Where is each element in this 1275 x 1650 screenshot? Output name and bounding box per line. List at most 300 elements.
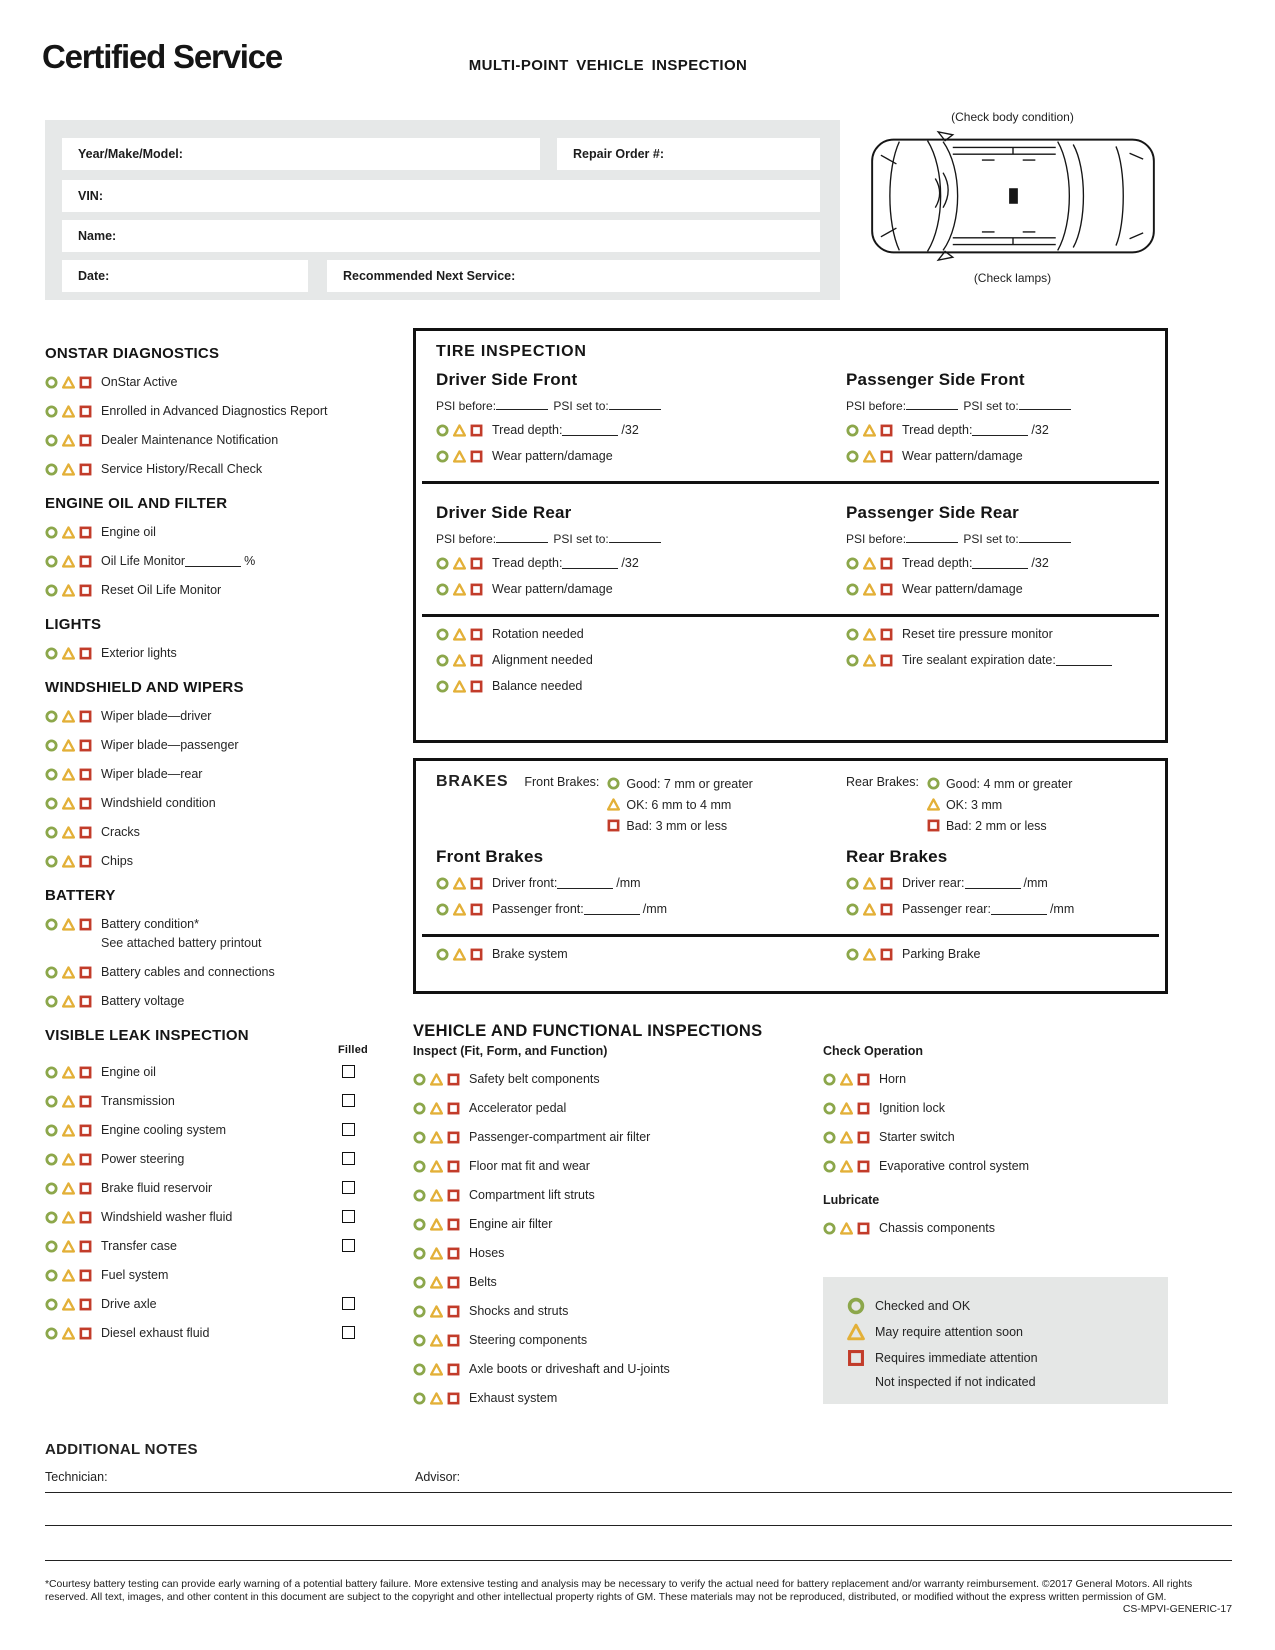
good-circle-icon[interactable] <box>846 450 859 463</box>
good-circle-icon[interactable] <box>45 434 58 447</box>
bad-square-icon[interactable] <box>447 1131 460 1144</box>
good-circle-icon[interactable] <box>413 1160 426 1173</box>
good-circle-icon[interactable] <box>846 903 859 916</box>
inspection-row <box>436 679 846 693</box>
bad-square-icon[interactable] <box>79 739 92 752</box>
row-label: Tire sealant expiration date: <box>902 653 1056 667</box>
caution-triangle-icon[interactable] <box>62 918 75 931</box>
bad-square-icon[interactable] <box>79 768 92 781</box>
good-circle-icon[interactable] <box>413 1102 426 1115</box>
year-make-model-field[interactable]: Year/Make/Model: <box>62 138 540 170</box>
name-field[interactable]: Name: <box>62 220 820 252</box>
front-brakes-rows <box>436 876 846 916</box>
good-circle-icon[interactable] <box>436 557 449 570</box>
bad-square-icon[interactable] <box>79 584 92 597</box>
row-label: Oil Life Monitor <box>101 554 186 568</box>
caution-triangle-icon[interactable] <box>840 1073 853 1086</box>
caution-triangle-icon[interactable] <box>62 826 75 839</box>
bad-square-icon[interactable] <box>857 1160 870 1173</box>
caution-triangle-icon[interactable] <box>863 628 876 641</box>
front-brakes-column <box>436 838 846 928</box>
caution-triangle-icon[interactable] <box>62 376 75 389</box>
good-circle-icon[interactable] <box>436 424 449 437</box>
psi-before-line[interactable] <box>906 532 958 543</box>
good-circle-icon[interactable] <box>45 739 58 752</box>
inspection-row <box>45 1326 410 1340</box>
bad-square-icon[interactable] <box>880 628 893 641</box>
caution-triangle-icon[interactable] <box>62 1095 75 1108</box>
row-suffix: /mm <box>616 876 641 890</box>
row-label: Steering components <box>469 1333 588 1347</box>
good-circle-icon[interactable] <box>45 826 58 839</box>
bad-square-icon[interactable] <box>880 424 893 437</box>
bad-square-icon[interactable] <box>470 628 483 641</box>
good-circle-icon[interactable] <box>413 1218 426 1231</box>
caution-triangle-icon[interactable] <box>62 463 75 476</box>
inspection-row <box>45 554 410 568</box>
good-circle-icon[interactable] <box>436 948 449 961</box>
good-circle-icon[interactable] <box>846 654 859 667</box>
legend-good-row <box>607 773 752 794</box>
caution-triangle-icon[interactable] <box>62 768 75 781</box>
bad-square-icon[interactable] <box>470 680 483 693</box>
row-label: Wiper blade—passenger <box>101 738 239 752</box>
good-circle-icon[interactable] <box>45 376 58 389</box>
bad-square-icon[interactable] <box>79 1182 92 1195</box>
caution-triangle-icon[interactable] <box>62 855 75 868</box>
caution-triangle-icon[interactable] <box>453 424 466 437</box>
caution-triangle-icon[interactable] <box>430 1363 443 1376</box>
bad-square-icon[interactable] <box>79 1211 92 1224</box>
write-in-line[interactable] <box>972 558 1028 569</box>
psi-before-line[interactable] <box>496 399 548 410</box>
good-circle-icon[interactable] <box>45 1095 58 1108</box>
good-circle-icon[interactable] <box>45 1182 58 1195</box>
legend-bad-text: Bad: 2 mm or less <box>945 818 1047 833</box>
row-label: Wiper blade—rear <box>101 767 203 781</box>
good-circle-icon[interactable] <box>45 918 58 931</box>
good-circle-icon[interactable] <box>413 1276 426 1289</box>
psi-set-line[interactable] <box>1019 532 1071 543</box>
caution-triangle-icon[interactable] <box>863 424 876 437</box>
good-circle-icon[interactable] <box>846 948 859 961</box>
caution-triangle-icon[interactable] <box>62 1298 75 1311</box>
caution-triangle-icon[interactable] <box>453 450 466 463</box>
inspection-row <box>45 1239 410 1253</box>
row-suffix: % <box>244 554 256 568</box>
caution-triangle-icon[interactable] <box>62 1066 75 1079</box>
bad-square-icon[interactable] <box>79 1124 92 1137</box>
caution-triangle-icon[interactable] <box>840 1222 853 1235</box>
bad-square-icon[interactable] <box>880 948 893 961</box>
bad-square-icon[interactable] <box>880 877 893 890</box>
bad-square-icon[interactable] <box>470 424 483 437</box>
good-circle-icon[interactable] <box>413 1363 426 1376</box>
filled-checkbox[interactable] <box>342 1210 355 1223</box>
good-circle-icon[interactable] <box>45 1269 58 1282</box>
filled-checkbox[interactable] <box>342 1239 355 1252</box>
caution-triangle-icon[interactable] <box>430 1334 443 1347</box>
lubricate-items <box>823 1221 1168 1235</box>
inspection-row <box>846 876 1145 890</box>
section-visible-leak-inspection <box>45 1027 410 1340</box>
bad-square-icon[interactable] <box>79 526 92 539</box>
driver-side-rear-quad <box>436 494 846 608</box>
good-circle-icon[interactable] <box>45 1066 58 1079</box>
bad-square-icon[interactable] <box>447 1392 460 1405</box>
passenger-side-front-quad <box>846 361 1145 475</box>
row-label: Ignition lock <box>879 1101 946 1115</box>
write-in-line[interactable] <box>972 425 1028 436</box>
caution-triangle-icon[interactable] <box>863 948 876 961</box>
bad-square-icon[interactable] <box>79 555 92 568</box>
row-suffix: /mm <box>642 902 668 916</box>
good-circle-icon[interactable] <box>413 1247 426 1260</box>
brakes-measure-grid <box>436 838 1145 928</box>
section-title: LIGHTS <box>45 616 102 633</box>
good-circle-icon[interactable] <box>823 1160 836 1173</box>
good-circle-icon[interactable] <box>45 855 58 868</box>
good-circle-icon[interactable] <box>45 555 58 568</box>
good-circle-icon[interactable] <box>846 424 859 437</box>
row-label: Axle boots or driveshaft and U-joints <box>469 1362 670 1376</box>
good-circle-icon[interactable] <box>45 1298 58 1311</box>
caution-triangle-icon[interactable] <box>62 526 75 539</box>
caution-triangle-icon <box>927 798 940 811</box>
bad-square-icon[interactable] <box>447 1218 460 1231</box>
good-circle-icon[interactable] <box>45 1211 58 1224</box>
psi-set-line[interactable] <box>1019 399 1071 410</box>
good-circle-icon[interactable] <box>436 450 449 463</box>
caution-triangle-icon[interactable] <box>840 1160 853 1173</box>
good-circle-icon[interactable] <box>45 966 58 979</box>
bad-square-icon[interactable] <box>79 918 92 931</box>
good-circle-icon[interactable] <box>45 463 58 476</box>
additional-notes-title: ADDITIONAL NOTES <box>45 1441 198 1458</box>
technician-label: Technician: <box>45 1470 108 1484</box>
row-label: Wear pattern/damage <box>492 449 613 463</box>
caution-triangle-icon[interactable] <box>453 583 466 596</box>
inspection-row <box>436 653 846 667</box>
bad-square-icon[interactable] <box>79 855 92 868</box>
caution-triangle-icon[interactable] <box>863 903 876 916</box>
caution-triangle-icon[interactable] <box>62 1327 75 1340</box>
caution-triangle-icon[interactable] <box>430 1305 443 1318</box>
bad-square-icon[interactable] <box>79 463 92 476</box>
caution-triangle-icon[interactable] <box>430 1276 443 1289</box>
brake-system-row <box>436 947 846 973</box>
bad-square-icon[interactable] <box>79 1298 92 1311</box>
row-label: Balance needed <box>492 679 583 693</box>
brakes-legend-header <box>436 773 1145 836</box>
row-note: See attached battery printout <box>101 936 262 950</box>
bad-square-icon[interactable] <box>79 434 92 447</box>
caution-triangle-icon[interactable] <box>840 1102 853 1115</box>
bad-square-icon[interactable] <box>470 877 483 890</box>
row-label: Floor mat fit and wear <box>469 1159 590 1173</box>
bad-square-icon[interactable] <box>447 1102 460 1115</box>
psi-row <box>436 532 846 546</box>
good-circle-icon[interactable] <box>45 797 58 810</box>
good-circle-icon[interactable] <box>45 1153 58 1166</box>
good-circle-icon[interactable] <box>45 995 58 1008</box>
bad-square-icon[interactable] <box>79 995 92 1008</box>
good-circle-icon[interactable] <box>413 1392 426 1405</box>
bad-square-icon[interactable] <box>470 903 483 916</box>
caution-triangle-icon[interactable] <box>62 1182 75 1195</box>
bad-square-icon[interactable] <box>79 1095 92 1108</box>
filled-checkbox[interactable] <box>342 1181 355 1194</box>
caution-triangle-icon[interactable] <box>453 680 466 693</box>
psi-set-line[interactable] <box>609 399 661 410</box>
good-circle-icon[interactable] <box>436 903 449 916</box>
bad-square-icon[interactable] <box>79 376 92 389</box>
inspection-row <box>436 627 846 641</box>
bad-square-icon[interactable] <box>79 826 92 839</box>
front-brakes-heading: Front Brakes <box>436 847 544 866</box>
caution-triangle-icon[interactable] <box>430 1073 443 1086</box>
psi-row <box>846 532 1145 546</box>
section-title: BATTERY <box>45 887 116 904</box>
legend-ok-row <box>607 794 752 815</box>
caution-triangle-icon[interactable] <box>62 405 75 418</box>
caution-triangle-icon[interactable] <box>863 557 876 570</box>
caution-triangle-icon[interactable] <box>62 1211 75 1224</box>
caution-triangle-icon[interactable] <box>453 557 466 570</box>
write-in-line[interactable] <box>991 904 1047 915</box>
good-circle-icon[interactable] <box>45 1240 58 1253</box>
date-field[interactable]: Date: <box>62 260 308 292</box>
bad-square-icon[interactable] <box>79 647 92 660</box>
bad-square-icon[interactable] <box>79 1066 92 1079</box>
good-circle-icon[interactable] <box>823 1073 836 1086</box>
bad-square-icon[interactable] <box>79 1269 92 1282</box>
footer-disclaimer: *Courtesy battery testing can provide early warning of a potential battery failure. More extensive testing and analysis may be necessary to verify the actual need for battery replacement and/or warranty reimbursement. ©2017 General Motors. All rights reserved. All text, images, and other content in this document are subject to the copyright and other intellectual property rights of GM. These materials may not be reproduced, distributed, or modified without the express written permission of GM. <box>45 1579 1193 1603</box>
caution-triangle-icon[interactable] <box>62 584 75 597</box>
section-title: ENGINE OIL AND FILTER <box>45 495 228 512</box>
caution-triangle-icon[interactable] <box>453 948 466 961</box>
row-label: Wear pattern/damage <box>492 582 613 596</box>
bad-square-icon[interactable] <box>79 405 92 418</box>
row-label: Hoses <box>469 1246 505 1260</box>
repair-order-field[interactable]: Repair Order #: <box>557 138 820 170</box>
write-in-line[interactable] <box>562 558 618 569</box>
caution-triangle-icon[interactable] <box>62 1269 75 1282</box>
good-circle-icon[interactable] <box>436 654 449 667</box>
vin-field[interactable]: VIN: <box>62 180 820 212</box>
inspection-row <box>45 709 410 723</box>
next-service-field[interactable]: Recommended Next Service: <box>327 260 820 292</box>
bad-square-icon <box>847 1349 865 1367</box>
caution-triangle-icon[interactable] <box>62 434 75 447</box>
bad-square-icon[interactable] <box>470 583 483 596</box>
good-circle-icon[interactable] <box>823 1102 836 1115</box>
write-in-line[interactable] <box>185 556 241 567</box>
good-circle-icon[interactable] <box>45 526 58 539</box>
row-label: Shocks and struts <box>469 1304 569 1318</box>
caution-triangle-icon[interactable] <box>62 797 75 810</box>
filled-checkbox[interactable] <box>342 1123 355 1136</box>
caution-triangle-icon[interactable] <box>62 1124 75 1137</box>
inspection-row <box>846 627 1145 641</box>
bad-square-icon[interactable] <box>880 583 893 596</box>
bad-square-icon[interactable] <box>857 1222 870 1235</box>
good-circle-icon[interactable] <box>45 647 58 660</box>
row-suffix: /32 <box>1031 556 1049 570</box>
inspection-row <box>846 556 1145 570</box>
inspection-row <box>45 917 410 950</box>
bad-square-icon[interactable] <box>447 1073 460 1086</box>
good-circle-icon[interactable] <box>413 1189 426 1202</box>
inspection-row <box>413 1159 823 1173</box>
bad-square-icon[interactable] <box>79 1153 92 1166</box>
caution-triangle-icon[interactable] <box>430 1392 443 1405</box>
good-circle-icon[interactable] <box>413 1334 426 1347</box>
notes-write-line[interactable] <box>45 1492 1232 1493</box>
caution-triangle-icon[interactable] <box>430 1189 443 1202</box>
bad-square-icon[interactable] <box>447 1305 460 1318</box>
inspection-row <box>823 1101 1168 1115</box>
bad-square-icon[interactable] <box>79 797 92 810</box>
bad-square-icon[interactable] <box>447 1189 460 1202</box>
section-onstar-diagnostics <box>45 345 410 476</box>
good-circle-icon[interactable] <box>846 583 859 596</box>
caution-triangle-icon[interactable] <box>62 555 75 568</box>
psi-row <box>436 399 846 413</box>
good-circle-icon[interactable] <box>823 1131 836 1144</box>
caution-triangle-icon[interactable] <box>62 739 75 752</box>
caution-triangle-icon[interactable] <box>430 1160 443 1173</box>
good-circle-icon[interactable] <box>45 710 58 723</box>
caution-triangle-icon[interactable] <box>430 1131 443 1144</box>
row-suffix: /32 <box>621 423 639 437</box>
good-circle-icon[interactable] <box>45 1327 58 1340</box>
bad-square-icon[interactable] <box>447 1160 460 1173</box>
filled-checkbox[interactable] <box>342 1326 355 1339</box>
psi-before-label: PSI before: <box>846 399 907 413</box>
inspection-row <box>823 1221 1168 1235</box>
good-circle-icon[interactable] <box>823 1222 836 1235</box>
caution-triangle-icon[interactable] <box>840 1131 853 1144</box>
write-in-line[interactable] <box>557 878 613 889</box>
brakes-panel <box>413 758 1168 994</box>
filled-checkbox[interactable] <box>342 1297 355 1310</box>
caution-triangle-icon[interactable] <box>62 1240 75 1253</box>
good-circle-icon[interactable] <box>45 1124 58 1137</box>
caution-triangle-icon[interactable] <box>453 877 466 890</box>
caution-triangle-icon[interactable] <box>453 903 466 916</box>
inspection-row <box>413 1072 823 1086</box>
bad-square-icon[interactable] <box>880 654 893 667</box>
good-circle-icon[interactable] <box>45 584 58 597</box>
caution-triangle-icon[interactable] <box>863 450 876 463</box>
caution-triangle-icon[interactable] <box>453 654 466 667</box>
bad-square-icon[interactable] <box>447 1363 460 1376</box>
bad-square-icon[interactable] <box>79 1327 92 1340</box>
caution-triangle-icon[interactable] <box>430 1218 443 1231</box>
bad-square-icon[interactable] <box>880 450 893 463</box>
legend-good-text: Good: 7 mm or greater <box>626 776 753 791</box>
write-in-line[interactable] <box>965 878 1021 889</box>
good-circle-icon[interactable] <box>413 1073 426 1086</box>
caution-triangle-icon[interactable] <box>863 654 876 667</box>
filled-checkbox[interactable] <box>342 1065 355 1078</box>
write-in-line[interactable] <box>584 904 640 915</box>
caution-triangle-icon[interactable] <box>62 647 75 660</box>
good-circle-icon[interactable] <box>436 628 449 641</box>
bad-square-icon[interactable] <box>470 557 483 570</box>
good-circle-icon[interactable] <box>45 405 58 418</box>
caution-triangle-icon[interactable] <box>62 966 75 979</box>
filled-column-header: Filled <box>338 1044 368 1056</box>
bad-square-icon[interactable] <box>470 450 483 463</box>
psi-before-line[interactable] <box>496 532 548 543</box>
bad-square-icon[interactable] <box>79 966 92 979</box>
bad-square-icon[interactable] <box>470 948 483 961</box>
good-circle-icon[interactable] <box>413 1305 426 1318</box>
notes-write-line[interactable] <box>45 1560 1232 1561</box>
good-circle-icon[interactable] <box>846 628 859 641</box>
row-label: Fuel system <box>101 1268 169 1282</box>
bad-square-icon[interactable] <box>857 1073 870 1086</box>
psi-set-line[interactable] <box>609 532 661 543</box>
inspection-row <box>45 1152 410 1166</box>
caution-triangle-icon[interactable] <box>430 1102 443 1115</box>
bad-square-icon[interactable] <box>470 654 483 667</box>
good-circle-icon[interactable] <box>846 557 859 570</box>
caution-triangle-icon[interactable] <box>453 628 466 641</box>
filled-checkbox[interactable] <box>342 1152 355 1165</box>
caution-triangle-icon[interactable] <box>62 710 75 723</box>
tire-divider <box>422 614 1159 617</box>
bad-square-icon[interactable] <box>857 1131 870 1144</box>
caution-triangle-icon[interactable] <box>62 995 75 1008</box>
bad-square-icon[interactable] <box>447 1334 460 1347</box>
caution-triangle-icon[interactable] <box>863 583 876 596</box>
write-in-line[interactable] <box>562 425 618 436</box>
caution-triangle-icon[interactable] <box>863 877 876 890</box>
bad-square-icon[interactable] <box>447 1247 460 1260</box>
row-label: Battery condition* <box>101 917 199 931</box>
good-circle-icon[interactable] <box>436 680 449 693</box>
row-label: Drive axle <box>101 1297 157 1311</box>
filled-checkbox[interactable] <box>342 1094 355 1107</box>
legend-not-inspected-text: Not inspected if not indicated <box>875 1375 1036 1389</box>
write-in-line[interactable] <box>1056 655 1112 666</box>
notes-write-line[interactable] <box>45 1525 1232 1526</box>
good-circle-icon[interactable] <box>436 583 449 596</box>
row-label: Windshield condition <box>101 796 216 810</box>
caution-triangle-icon[interactable] <box>430 1247 443 1260</box>
psi-before-line[interactable] <box>906 399 958 410</box>
bad-square-icon[interactable] <box>79 710 92 723</box>
good-circle-icon[interactable] <box>436 877 449 890</box>
bad-square-icon[interactable] <box>857 1102 870 1115</box>
rear-brakes-rows <box>846 876 1145 916</box>
bad-square-icon[interactable] <box>880 557 893 570</box>
bad-square-icon[interactable] <box>880 903 893 916</box>
good-circle-icon <box>927 777 940 790</box>
legend-good-text: Good: 4 mm or greater <box>945 776 1073 791</box>
inspection-row <box>413 1246 823 1260</box>
good-circle-icon[interactable] <box>846 877 859 890</box>
bad-square-icon[interactable] <box>79 1240 92 1253</box>
good-circle-icon[interactable] <box>45 768 58 781</box>
inspection-row <box>45 646 410 660</box>
good-circle-icon[interactable] <box>413 1131 426 1144</box>
caution-triangle-icon[interactable] <box>62 1153 75 1166</box>
bad-square-icon[interactable] <box>447 1276 460 1289</box>
